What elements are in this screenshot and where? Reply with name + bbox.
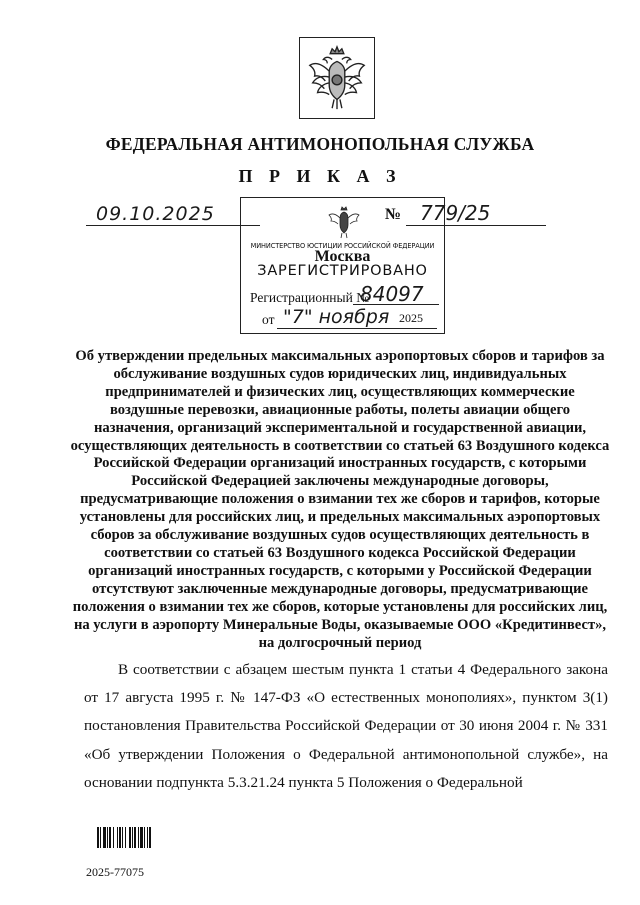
barcode-number: 2025-77075 [86,865,144,879]
order-number-handwritten: 779/25 [420,201,491,225]
order-date-underline [86,225,260,226]
state-emblem-frame [299,37,375,119]
stamp-reg-number-label: Регистрационный № [250,290,370,305]
stamp-from-label: от [262,312,275,327]
stamp-reg-number-handwritten: 84097 [360,282,424,306]
stamp-reg-year: 2025 [399,311,423,325]
registration-stamp [240,197,445,334]
order-number-label: № [385,206,402,223]
barcode-icon [97,827,161,848]
stamp-reg-date-handwritten: "7" ноября [283,306,390,328]
double-headed-eagle-emblem-icon [325,202,363,240]
stamp-ministry-text: МИНИСТЕРСТВО ЮСТИЦИИ РОССИЙСКОЙ ФЕДЕРАЦИИ [250,242,435,250]
order-title: Об утверждении предельных максимальных аэропортовых сборов и тарифов за обслуживание воздушных судов юридических лиц, индивидуальных предпринимателей и физических лиц, осуществляющих коммерческие воздушные перевозки, авиационные работы, полеты авиации общего назначения, организаций экспериментальной и государственной авиации, осуществляющих деятельность в соответствии со статьей 63 Воздушного кодекса Российской Федерации организаций иностранных государств, с которыми Российской Федерацией заключены международные договоры, предусматривающие положения о взимании тех же сборов и тарифов, которые установлены для российских лиц, и предельных максимальных аэропортовых сборов за обслуживание воздушных судов осуществляющих деятельность в соответствии со статьей 63 Воздушного кодекса Российской Федерации организаций иностранных государств, с которыми у Российской Федерации отсутствуют заключенные международные договоры, предусматривающие положения о взимании тех же сборов, которые установлены для российских лиц, на услуги в аэропорту Минеральные Воды, оказываемые ООО «Кредитинвест», на долгосрочный период [70,348,610,651]
order-date-handwritten: 09.10.2025 [96,203,215,225]
document-type-heading: П Р И К А З [238,166,402,186]
order-body-paragraph: В соответствии с абзацем шестым пункта 1 статьи 4 Федерального закона от 17 августа 1995 г. № 147-ФЗ «О естественных монополиях», пунктом 3(1) постановления Правительства Российской Федерации от 30 июня 2004 г. № 331 «Об утверждении Положения о Федеральной антимонопольной службе», на основании подпункта 5.3.21.24 пункта 5 Положения о Федеральной [84,661,608,791]
double-headed-eagle-emblem-icon [300,38,374,118]
stamp-reg-number-underline [353,304,439,305]
stamp-registered-label: ЗАРЕГИСТРИРОВАНО [257,263,428,279]
stamp-city: Москва [314,248,371,265]
agency-name: ФЕДЕРАЛЬНАЯ АНТИМОНОПОЛЬНАЯ СЛУЖБА [105,134,535,154]
stamp-reg-date-underline [277,328,437,329]
